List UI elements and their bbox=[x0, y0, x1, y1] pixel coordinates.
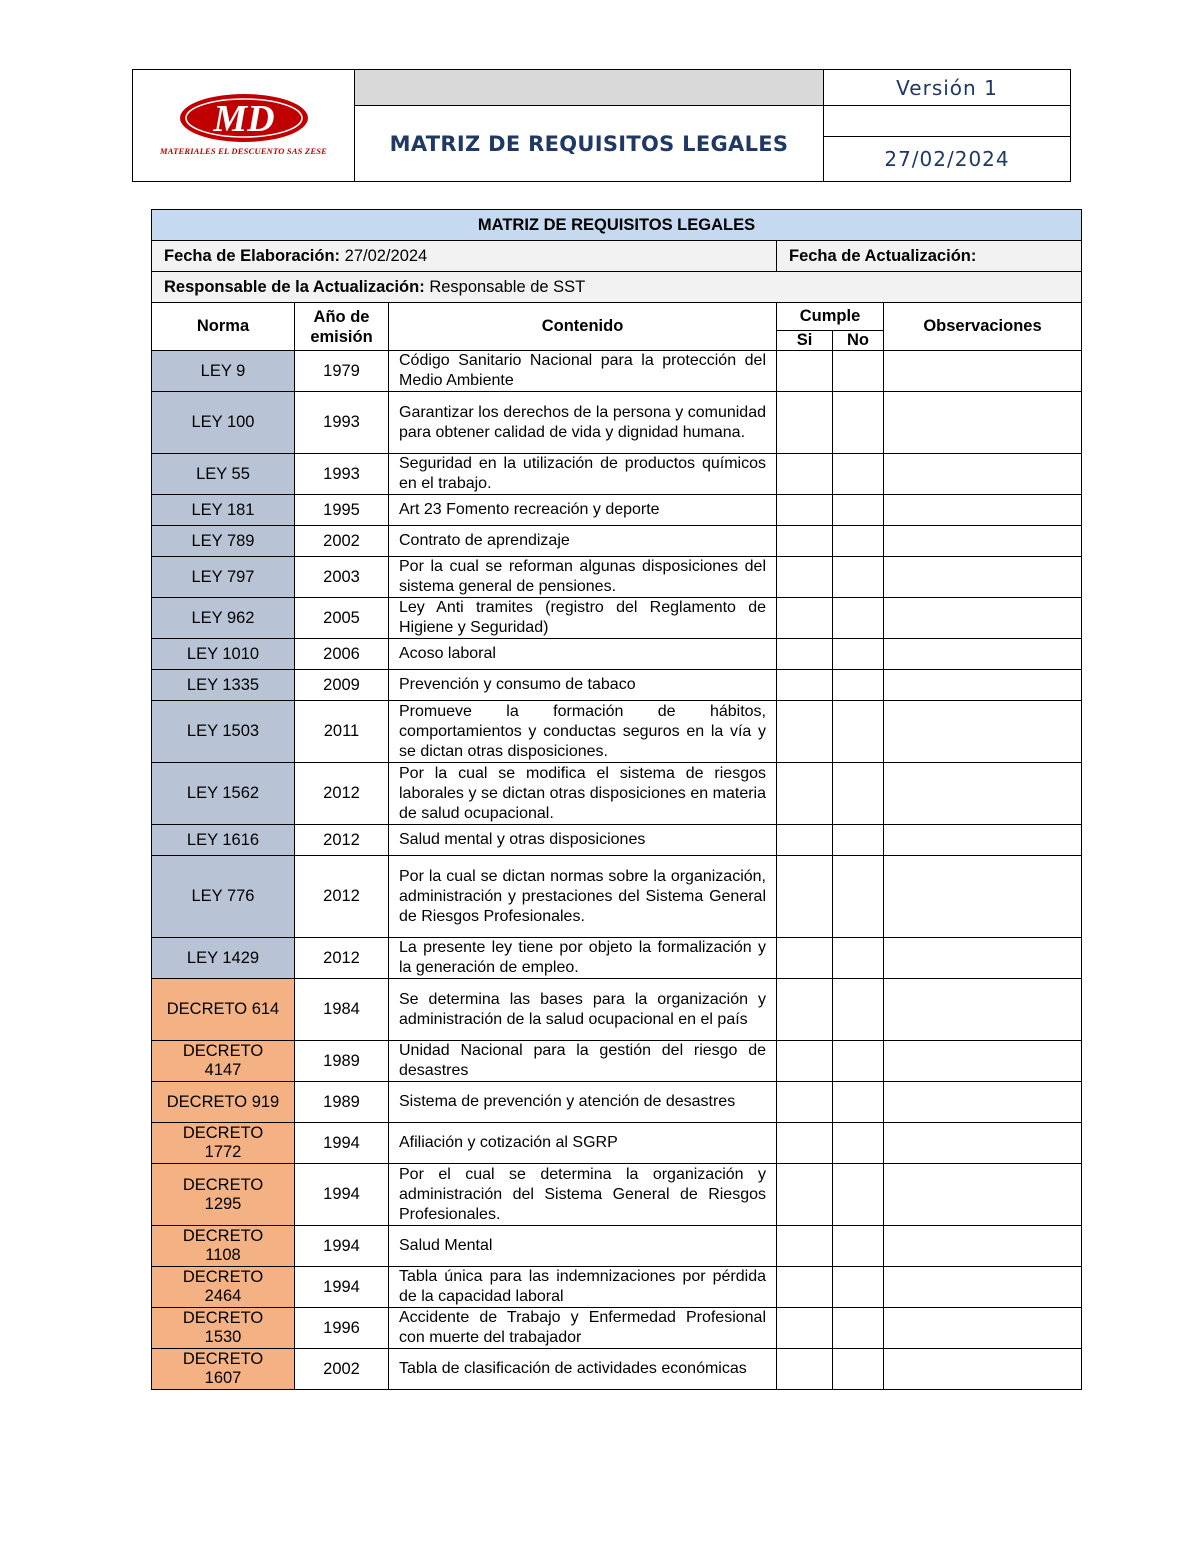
contenido-cell: Promueve la formación de hábitos, comportamientos y conductas seguros en la vía y se dictan otras disposiciones. bbox=[389, 701, 777, 763]
cumple-si-cell[interactable] bbox=[777, 1308, 833, 1349]
responsable-value: Responsable de SST bbox=[429, 277, 586, 296]
cumple-no-cell[interactable] bbox=[833, 557, 884, 598]
norma-cell: LEY 797 bbox=[152, 557, 295, 598]
observaciones-cell[interactable] bbox=[884, 1308, 1082, 1349]
observaciones-cell[interactable] bbox=[884, 557, 1082, 598]
observaciones-cell[interactable] bbox=[884, 1041, 1082, 1082]
header-date: 27/02/2024 bbox=[824, 137, 1071, 182]
table-row bbox=[152, 351, 1082, 392]
cumple-si-cell[interactable] bbox=[777, 701, 833, 763]
observaciones-cell[interactable] bbox=[884, 639, 1082, 670]
norma-cell: DECRETO 614 bbox=[152, 979, 295, 1041]
table-row bbox=[152, 454, 1082, 495]
cumple-no-cell[interactable] bbox=[833, 495, 884, 526]
table-row bbox=[152, 639, 1082, 670]
observaciones-cell[interactable] bbox=[884, 1226, 1082, 1267]
cumple-no-cell[interactable] bbox=[833, 1164, 884, 1226]
anio-cell: 1979 bbox=[295, 351, 389, 392]
cumple-si-cell[interactable] bbox=[777, 763, 833, 825]
col-header-norma: Norma bbox=[152, 303, 295, 351]
cumple-si-cell[interactable] bbox=[777, 454, 833, 495]
cumple-si-cell[interactable] bbox=[777, 557, 833, 598]
anio-cell: 1989 bbox=[295, 1041, 389, 1082]
observaciones-cell[interactable] bbox=[884, 495, 1082, 526]
contenido-cell: Accidente de Trabajo y Enfermedad Profesional con muerte del trabajador bbox=[389, 1308, 777, 1349]
document-header bbox=[132, 69, 1071, 182]
fecha-elaboracion-label: Fecha de Elaboración: bbox=[164, 246, 341, 265]
table-row bbox=[152, 495, 1082, 526]
contenido-cell: Art 23 Fomento recreación y deporte bbox=[389, 495, 777, 526]
table-row bbox=[152, 1267, 1082, 1308]
cumple-si-cell[interactable] bbox=[777, 1164, 833, 1226]
cumple-si-cell[interactable] bbox=[777, 1082, 833, 1123]
norma-cell: DECRETO 1772 bbox=[152, 1123, 295, 1164]
observaciones-cell[interactable] bbox=[884, 825, 1082, 856]
contenido-cell: Afiliación y cotización al SGRP bbox=[389, 1123, 777, 1164]
anio-cell: 1984 bbox=[295, 979, 389, 1041]
contenido-cell: Tabla única para las indemnizaciones por pérdida de la capacidad laboral bbox=[389, 1267, 777, 1308]
header-gray-bar bbox=[355, 70, 824, 106]
anio-cell: 2003 bbox=[295, 557, 389, 598]
anio-cell: 1993 bbox=[295, 392, 389, 454]
anio-cell: 2012 bbox=[295, 763, 389, 825]
version-label: Versión 1 bbox=[824, 70, 1071, 106]
cumple-si-cell[interactable] bbox=[777, 526, 833, 557]
contenido-cell: Por el cual se determina la organización y administración del Sistema General de Riesgos Profesionales. bbox=[389, 1164, 777, 1226]
norma-cell: DECRETO 1607 bbox=[152, 1349, 295, 1390]
fecha-actualizacion-label: Fecha de Actualización: bbox=[789, 246, 977, 265]
cumple-si-cell[interactable] bbox=[777, 1267, 833, 1308]
col-header-contenido: Contenido bbox=[389, 303, 777, 351]
cumple-si-cell[interactable] bbox=[777, 1123, 833, 1164]
anio-cell: 2005 bbox=[295, 598, 389, 639]
norma-cell: LEY 1429 bbox=[152, 938, 295, 979]
requirements-body bbox=[152, 351, 1082, 1390]
anio-cell: 1994 bbox=[295, 1226, 389, 1267]
table-row bbox=[152, 670, 1082, 701]
table-row bbox=[152, 763, 1082, 825]
cumple-si-cell[interactable] bbox=[777, 598, 833, 639]
observaciones-cell[interactable] bbox=[884, 979, 1082, 1041]
contenido-cell: Prevención y consumo de tabaco bbox=[389, 670, 777, 701]
company-logo bbox=[139, 91, 349, 161]
contenido-cell: Se determina las bases para la organización y administración de la salud ocupacional en el país bbox=[389, 979, 777, 1041]
norma-cell: DECRETO 1108 bbox=[152, 1226, 295, 1267]
contenido-cell: Sistema de prevención y atención de desastres bbox=[389, 1082, 777, 1123]
cumple-si-cell[interactable] bbox=[777, 979, 833, 1041]
cumple-si-cell[interactable] bbox=[777, 1041, 833, 1082]
cumple-no-cell[interactable] bbox=[833, 639, 884, 670]
cumple-no-cell[interactable] bbox=[833, 701, 884, 763]
responsable-label: Responsable de la Actualización: bbox=[164, 277, 425, 296]
contenido-cell: Por la cual se reforman algunas disposiciones del sistema general de pensiones. bbox=[389, 557, 777, 598]
cumple-no-cell[interactable] bbox=[833, 598, 884, 639]
table-row bbox=[152, 1226, 1082, 1267]
cumple-si-cell[interactable] bbox=[777, 1349, 833, 1390]
contenido-cell: Unidad Nacional para la gestión del riesgo de desastres bbox=[389, 1041, 777, 1082]
observaciones-cell[interactable] bbox=[884, 763, 1082, 825]
observaciones-cell[interactable] bbox=[884, 701, 1082, 763]
anio-cell: 1994 bbox=[295, 1267, 389, 1308]
observaciones-cell[interactable] bbox=[884, 1349, 1082, 1390]
contenido-cell: Código Sanitario Nacional para la protección del Medio Ambiente bbox=[389, 351, 777, 392]
cumple-si-cell[interactable] bbox=[777, 639, 833, 670]
cumple-no-cell[interactable] bbox=[833, 670, 884, 701]
table-row bbox=[152, 1123, 1082, 1164]
observaciones-cell[interactable] bbox=[884, 526, 1082, 557]
contenido-cell: Contrato de aprendizaje bbox=[389, 526, 777, 557]
col-header-si: Si bbox=[777, 331, 833, 351]
norma-cell: LEY 1335 bbox=[152, 670, 295, 701]
fecha-elaboracion-value: 27/02/2024 bbox=[344, 246, 428, 265]
norma-cell: LEY 100 bbox=[152, 392, 295, 454]
observaciones-cell[interactable] bbox=[884, 856, 1082, 938]
svg-text:MD: MD bbox=[212, 97, 275, 140]
cumple-no-cell[interactable] bbox=[833, 1226, 884, 1267]
norma-cell: DECRETO 919 bbox=[152, 1082, 295, 1123]
anio-cell: 2011 bbox=[295, 701, 389, 763]
norma-cell: LEY 9 bbox=[152, 351, 295, 392]
table-row bbox=[152, 1164, 1082, 1226]
norma-cell: DECRETO 1295 bbox=[152, 1164, 295, 1226]
table-row bbox=[152, 1349, 1082, 1390]
cumple-si-cell[interactable] bbox=[777, 825, 833, 856]
cumple-no-cell[interactable] bbox=[833, 1123, 884, 1164]
norma-cell: LEY 1010 bbox=[152, 639, 295, 670]
fecha-elaboracion bbox=[152, 241, 777, 272]
table-row bbox=[152, 856, 1082, 938]
table-row bbox=[152, 1041, 1082, 1082]
cumple-si-cell[interactable] bbox=[777, 351, 833, 392]
anio-cell: 2002 bbox=[295, 1349, 389, 1390]
observaciones-cell[interactable] bbox=[884, 938, 1082, 979]
cumple-no-cell[interactable] bbox=[833, 526, 884, 557]
anio-cell: 1989 bbox=[295, 1082, 389, 1123]
cumple-si-cell[interactable] bbox=[777, 1226, 833, 1267]
responsable bbox=[152, 272, 1082, 303]
observaciones-cell[interactable] bbox=[884, 670, 1082, 701]
cumple-si-cell[interactable] bbox=[777, 938, 833, 979]
cumple-no-cell[interactable] bbox=[833, 1349, 884, 1390]
contenido-cell: Tabla de clasificación de actividades económicas bbox=[389, 1349, 777, 1390]
norma-cell: LEY 1616 bbox=[152, 825, 295, 856]
anio-cell: 2012 bbox=[295, 856, 389, 938]
col-header-cumple: Cumple bbox=[777, 303, 884, 331]
cumple-no-cell[interactable] bbox=[833, 454, 884, 495]
anio-cell: 1994 bbox=[295, 1123, 389, 1164]
anio-cell: 2006 bbox=[295, 639, 389, 670]
anio-cell: 2012 bbox=[295, 825, 389, 856]
norma-cell: LEY 55 bbox=[152, 454, 295, 495]
cumple-si-cell[interactable] bbox=[777, 670, 833, 701]
cumple-no-cell[interactable] bbox=[833, 856, 884, 938]
fecha-actualizacion bbox=[777, 241, 1082, 272]
company-caption: MATERIALES EL DESCUENTO SAS ZESE bbox=[159, 145, 327, 156]
contenido-cell: Por la cual se modifica el sistema de riesgos laborales y se dictan otras disposiciones en materia de salud ocupacional. bbox=[389, 763, 777, 825]
contenido-cell: Salud Mental bbox=[389, 1226, 777, 1267]
norma-cell: LEY 1562 bbox=[152, 763, 295, 825]
table-row bbox=[152, 1308, 1082, 1349]
cumple-no-cell[interactable] bbox=[833, 825, 884, 856]
anio-cell: 1994 bbox=[295, 1164, 389, 1226]
contenido-cell: Ley Anti tramites (registro del Reglamento de Higiene y Seguridad) bbox=[389, 598, 777, 639]
observaciones-cell[interactable] bbox=[884, 392, 1082, 454]
cumple-no-cell[interactable] bbox=[833, 1082, 884, 1123]
cumple-si-cell[interactable] bbox=[777, 856, 833, 938]
table-row bbox=[152, 825, 1082, 856]
table-row bbox=[152, 701, 1082, 763]
anio-cell: 2009 bbox=[295, 670, 389, 701]
norma-cell: DECRETO 1530 bbox=[152, 1308, 295, 1349]
company-logo-cell bbox=[133, 70, 355, 182]
table-row bbox=[152, 526, 1082, 557]
observaciones-cell[interactable] bbox=[884, 1267, 1082, 1308]
legal-requirements-table bbox=[151, 209, 1082, 1390]
cumple-no-cell[interactable] bbox=[833, 763, 884, 825]
col-header-no: No bbox=[833, 331, 884, 351]
norma-cell: DECRETO 4147 bbox=[152, 1041, 295, 1082]
cumple-no-cell[interactable] bbox=[833, 938, 884, 979]
cumple-no-cell[interactable] bbox=[833, 1041, 884, 1082]
contenido-cell: Por la cual se dictan normas sobre la organización, administración y prestaciones del Sistema General de Riesgos Profesionales. bbox=[389, 856, 777, 938]
contenido-cell: Acoso laboral bbox=[389, 639, 777, 670]
anio-cell: 1995 bbox=[295, 495, 389, 526]
norma-cell: LEY 789 bbox=[152, 526, 295, 557]
norma-cell: LEY 181 bbox=[152, 495, 295, 526]
anio-cell: 1993 bbox=[295, 454, 389, 495]
norma-cell: LEY 1503 bbox=[152, 701, 295, 763]
cumple-si-cell[interactable] bbox=[777, 392, 833, 454]
observaciones-cell[interactable] bbox=[884, 598, 1082, 639]
contenido-cell: Garantizar los derechos de la persona y comunidad para obtener calidad de vida y dignidad humana. bbox=[389, 392, 777, 454]
table-row bbox=[152, 557, 1082, 598]
cumple-no-cell[interactable] bbox=[833, 351, 884, 392]
cumple-no-cell[interactable] bbox=[833, 1267, 884, 1308]
header-blank-cell bbox=[824, 106, 1071, 137]
observaciones-cell[interactable] bbox=[884, 454, 1082, 495]
observaciones-cell[interactable] bbox=[884, 1164, 1082, 1226]
observaciones-cell[interactable] bbox=[884, 351, 1082, 392]
col-header-observaciones: Observaciones bbox=[884, 303, 1082, 351]
anio-cell: 1996 bbox=[295, 1308, 389, 1349]
md-logo-icon bbox=[177, 91, 311, 145]
norma-cell: LEY 962 bbox=[152, 598, 295, 639]
contenido-cell: La presente ley tiene por objeto la formalización y la generación de empleo. bbox=[389, 938, 777, 979]
contenido-cell: Salud mental y otras disposiciones bbox=[389, 825, 777, 856]
cumple-si-cell[interactable] bbox=[777, 495, 833, 526]
table-row bbox=[152, 392, 1082, 454]
col-header-anio: Año de emisión bbox=[295, 303, 389, 351]
contenido-cell: Seguridad en la utilización de productos químicos en el trabajo. bbox=[389, 454, 777, 495]
observaciones-cell[interactable] bbox=[884, 1123, 1082, 1164]
table-row bbox=[152, 979, 1082, 1041]
norma-cell: LEY 776 bbox=[152, 856, 295, 938]
cumple-no-cell[interactable] bbox=[833, 979, 884, 1041]
anio-cell: 2012 bbox=[295, 938, 389, 979]
cumple-no-cell[interactable] bbox=[833, 1308, 884, 1349]
norma-cell: DECRETO 2464 bbox=[152, 1267, 295, 1308]
table-row bbox=[152, 598, 1082, 639]
anio-cell: 2002 bbox=[295, 526, 389, 557]
cumple-no-cell[interactable] bbox=[833, 392, 884, 454]
document-title: MATRIZ DE REQUISITOS LEGALES bbox=[355, 106, 824, 182]
table-row bbox=[152, 1082, 1082, 1123]
observaciones-cell[interactable] bbox=[884, 1082, 1082, 1123]
table-row bbox=[152, 938, 1082, 979]
matrix-title: MATRIZ DE REQUISITOS LEGALES bbox=[152, 210, 1082, 241]
